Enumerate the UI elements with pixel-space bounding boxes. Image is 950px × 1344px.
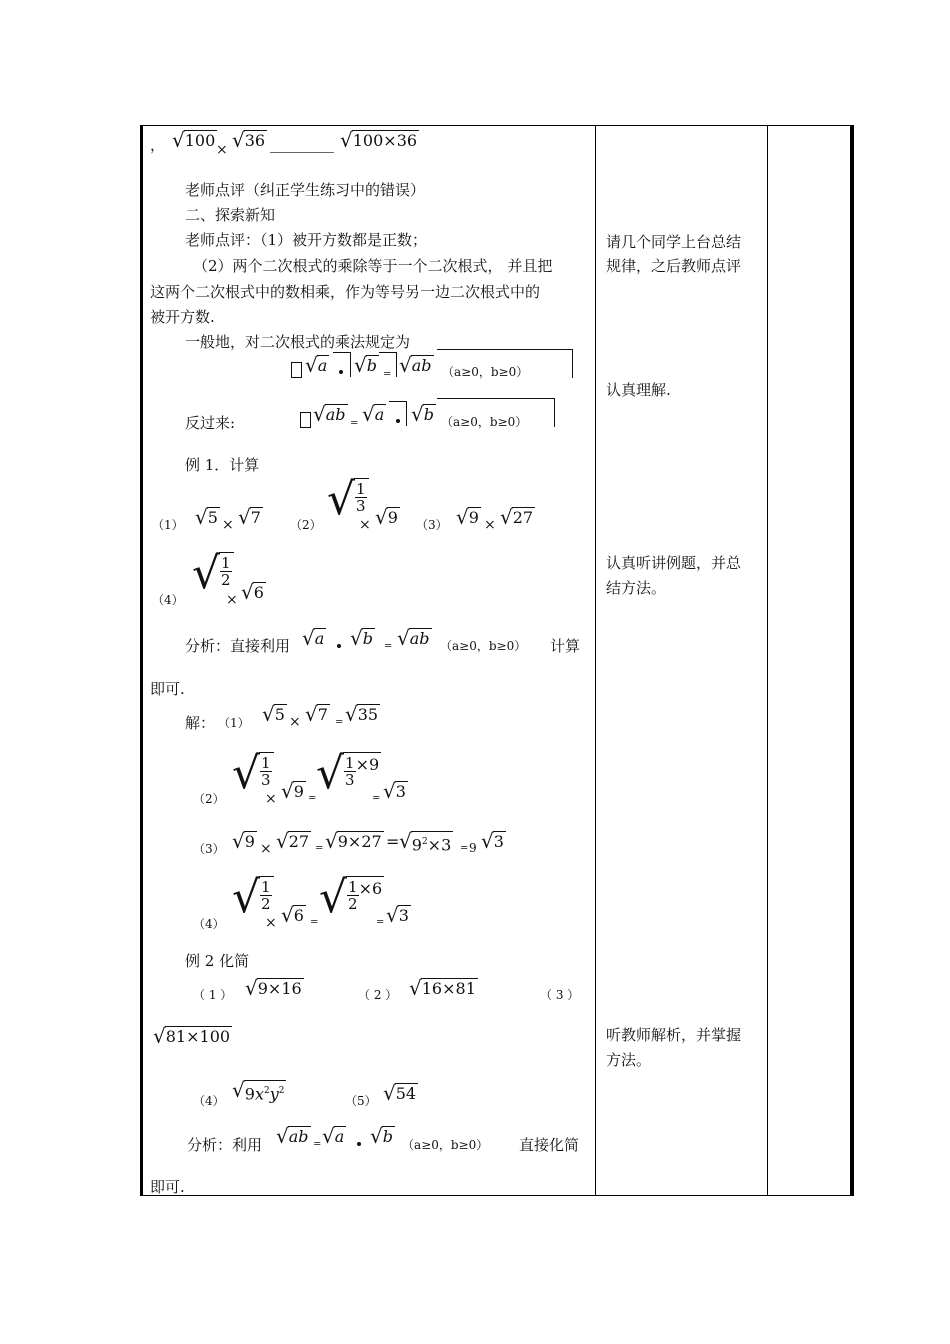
- sqrt-9: √ 9: [375, 505, 398, 529]
- note-summarize-l2: 规律，之后教师点评: [606, 257, 742, 275]
- sqrt-3: √ 3: [383, 779, 406, 803]
- formula-bracket: [389, 401, 407, 426]
- note-summarize-l1: 请几个同学上台总结: [606, 233, 742, 251]
- multiply-dot: [337, 644, 341, 648]
- column-divider-2: [767, 125, 768, 1196]
- sqrt-b: √ b: [411, 402, 434, 426]
- equals-sign: =: [335, 717, 344, 728]
- analysis1-prefix: 分析：直接利用: [185, 637, 291, 655]
- equals-sign: =: [308, 793, 317, 804]
- sqrt-6: √ 6: [281, 903, 304, 927]
- times-sign: ×: [226, 592, 238, 608]
- sqrt-a: √ a: [302, 626, 325, 650]
- analysis2-suffix: 直接化简: [519, 1136, 580, 1154]
- multiply-dot: [357, 1142, 361, 1146]
- teacher-review-2: 老师点评：（1）被开方数都是正数；: [185, 231, 428, 249]
- sqrt-54: √ 54: [383, 1081, 417, 1105]
- sqrt-3: √ 3: [481, 829, 504, 853]
- ex2-part5-label: （5）: [345, 1094, 377, 1108]
- formula-bracket: [379, 352, 397, 377]
- sqrt-9: √ 9: [456, 505, 479, 529]
- sqrt-100: √ 100: [172, 128, 216, 152]
- sqrt-a: √ a: [322, 1124, 345, 1148]
- sqrt-fraction-1-3: √ $\frac{1}{3}$: [327, 478, 369, 522]
- sqrt-b: √ b: [354, 353, 377, 377]
- note-listen-teacher-l1: 听教师解析，并掌握: [606, 1026, 742, 1044]
- equals-sign: =: [315, 843, 324, 854]
- sqrt-7: √ 7: [305, 702, 328, 726]
- times-sign: ×: [484, 517, 496, 533]
- equals-sign: =: [386, 832, 400, 851]
- times-sign: ×: [216, 142, 228, 158]
- sqrt-35: √ 35: [345, 702, 379, 726]
- sqrt-ab: √ ab: [313, 402, 346, 426]
- sqrt-81x100: √ 81×100: [153, 1024, 231, 1048]
- table-bottom-border: [140, 1195, 854, 1196]
- sqrt-16x81: √ 16×81: [409, 976, 476, 1000]
- sqrt-a: √ a: [305, 353, 328, 377]
- condition-text: （a≥0，b≥0）: [440, 639, 527, 653]
- times-sign: ×: [265, 915, 277, 931]
- sqrt-ab: √ ab: [276, 1124, 309, 1148]
- note-listen-l1: 认真听讲例题，并总: [606, 554, 742, 572]
- equals-sign: =: [383, 369, 392, 380]
- sqrt-fraction-1-2: √ $\frac{1}{2}$: [192, 552, 234, 596]
- sqrt-9x27: √ 9×27: [325, 829, 382, 853]
- equals-sign: =: [310, 917, 319, 928]
- sqrt-ab: √ ab: [397, 626, 430, 650]
- times-sign: ×: [289, 714, 301, 730]
- sqrt-b: √ b: [370, 1124, 393, 1148]
- sqrt-27: √ 27: [276, 829, 310, 853]
- formula-bracket: [333, 352, 351, 377]
- analysis2-prefix: 分析：利用: [187, 1136, 263, 1154]
- reverse-label: 反过来:: [185, 414, 236, 432]
- times-sign: ×: [359, 517, 371, 533]
- rule-line-2: 这两个二次根式中的数相乘，作为等号另一边二次根式中的: [150, 283, 541, 301]
- sqrt-b: √ b: [350, 626, 373, 650]
- sqrt-9sq-x3: √ $9^2\times 3$: [399, 829, 452, 855]
- equals-sign: =: [372, 793, 381, 804]
- note-listen-teacher-l2: 方法。: [606, 1051, 652, 1069]
- general-intro: 一般地，对二次根式的乘法规定为: [185, 333, 411, 351]
- sqrt-6: √ 6: [241, 580, 264, 604]
- times-sign: ×: [222, 517, 234, 533]
- comma: ，: [150, 136, 166, 154]
- teacher-review-1: 老师点评（纠正学生练习中的错误）: [185, 181, 426, 199]
- sqrt-9: √ 9: [232, 829, 255, 853]
- sqrt-a: √ a: [362, 402, 385, 426]
- equals-sign: =: [376, 917, 385, 928]
- sqrt-9x2y2: √ $9x^2y^2$: [232, 1078, 285, 1104]
- sqrt-27: √ 27: [500, 505, 534, 529]
- note-listen-l2: 结方法。: [606, 579, 667, 597]
- ex2-part4-label: （4）: [193, 1094, 225, 1108]
- times-sign: ×: [260, 841, 272, 857]
- sol2-label: （2）: [193, 792, 225, 806]
- solution-label: 解：: [185, 714, 216, 732]
- ex1-part4-label: （4）: [152, 593, 184, 607]
- ex2-part2-label: （ 2 ）: [358, 988, 398, 1002]
- section-two-heading: 二、探索新知: [185, 206, 276, 224]
- ex2-part3-label: （ 3 ）: [540, 988, 580, 1002]
- ex1-part1-label: （1）: [152, 518, 184, 532]
- fill-in-blank[interactable]: [270, 152, 334, 153]
- condition-text: （a≥0，b≥0）: [402, 1138, 489, 1152]
- example1-title: 例 1．计算: [185, 456, 260, 474]
- placeholder-box: [300, 412, 311, 428]
- sqrt-fraction-times-6: √ $\frac{1}{2}$ ×6: [319, 872, 383, 923]
- sqrt-5: √ 5: [195, 505, 218, 529]
- times-sign: ×: [265, 791, 277, 807]
- table-right-border: [850, 125, 854, 1196]
- column-divider-1: [595, 125, 596, 1196]
- example2-title: 例 2 化简: [185, 952, 250, 970]
- sqrt-fraction-1-3: √ $\frac{1}{3}$: [232, 752, 274, 796]
- sqrt-9x16: √ 9×16: [245, 976, 302, 1000]
- analysis1-tail: 即可.: [150, 680, 185, 698]
- ex1-part2-label: （2）: [290, 518, 322, 532]
- equals-sign: =: [460, 843, 469, 854]
- ex1-part3-label: （3）: [416, 518, 448, 532]
- sqrt-7: √ 7: [238, 505, 261, 529]
- table-left-border: [140, 125, 143, 1196]
- sqrt-9: √ 9: [281, 779, 304, 803]
- sol4-label: （4）: [193, 917, 225, 931]
- note-understand: 认真理解.: [606, 381, 671, 399]
- sqrt-fraction-times-9: √ $\frac{1}{3}$ ×9: [316, 748, 380, 799]
- sqrt-fraction-1-2: √ $\frac{1}{2}$: [232, 876, 274, 920]
- condition-text: （a≥0，b≥0）: [442, 365, 529, 379]
- equals-sign: =: [313, 1139, 322, 1150]
- placeholder-box: [291, 362, 302, 378]
- equals-sign: =: [350, 418, 359, 429]
- analysis2-tail: 即可.: [150, 1178, 185, 1196]
- ex2-part1-label: （ 1 ）: [193, 988, 233, 1002]
- sqrt-100x36: √ 100×36: [340, 128, 418, 152]
- coefficient-9: 9: [469, 841, 477, 855]
- sqrt-36: √ 36: [232, 128, 266, 152]
- sol1-label: （1）: [218, 716, 250, 730]
- analysis1-suffix: 计算: [550, 637, 581, 655]
- equals-sign: =: [384, 641, 393, 652]
- sqrt-ab: √ ab: [399, 353, 432, 377]
- table-top-border: [140, 125, 854, 126]
- rule-line-1: （2）两个二次根式的乘除等于一个二次根式， 并且把: [193, 257, 553, 275]
- sqrt-5: √ 5: [262, 702, 285, 726]
- condition-text: （a≥0，b≥0）: [441, 415, 528, 429]
- sol3-label: （3）: [193, 842, 225, 856]
- rule-line-3: 被开方数.: [150, 308, 215, 326]
- sqrt-3: √ 3: [386, 903, 409, 927]
